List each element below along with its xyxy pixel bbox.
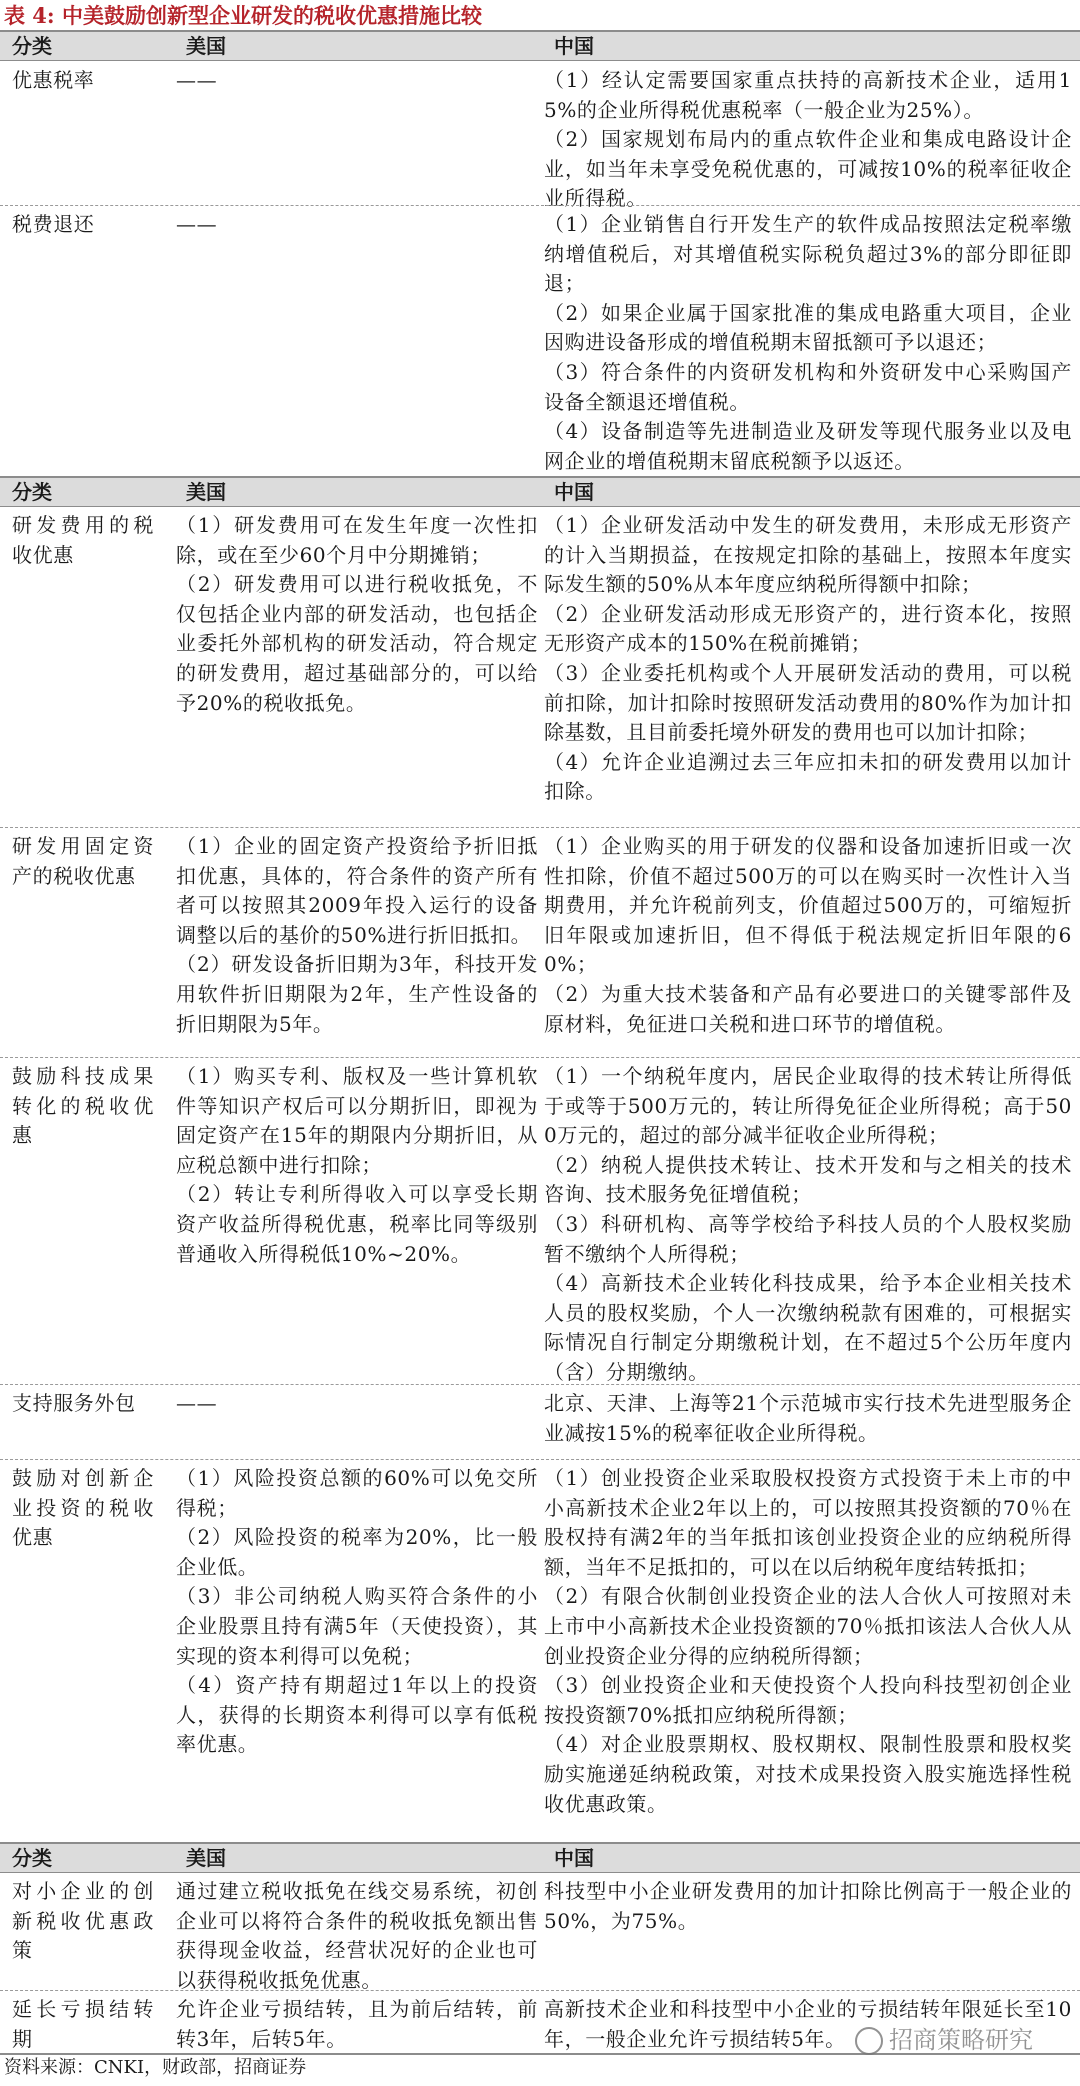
row-china: （1）企业销售自行开发生产的软件成品按照法定税率缴纳增值税后，对其增值税实际税负超过3%的部分即征即退； （2）如果企业属于国家批准的集成电路重大项目，企业因购进设备形成的增值税期末留抵额可予以退还； （3）符合条件的内资研发机构和外资研发中心采购国产设备全额退还增值税。 （4）设备制造等先进制造业及研发等现代服务业以及电网企业的增值税期末留底税额予以返还。 — [544, 212, 1072, 473]
row-usa: （1）研发费用可在发生年度一次性扣除，或在至少60个月中分期摊销； （2）研发费用可以进行税收抵免，不仅包括企业内部的研发活动，也包括企业委托外部机构的研发活动，符合规定的研发费用，超过基础部分的，可以给予20%的税收抵免。 — [176, 513, 538, 715]
row-china: 科技型中小企业研发费用的加计扣除比例高于一般企业的50%，为75%。 — [544, 1879, 1072, 1933]
table-row — [0, 827, 1080, 1054]
row-china: 北京、天津、上海等21个示范城市实行技术先进型服务企业减按15%的税率征收企业所得税。 — [544, 1391, 1072, 1445]
row-usa: —— — [176, 212, 218, 236]
header-china: 中国 — [554, 1846, 594, 1870]
header-china: 中国 — [554, 480, 594, 504]
row-usa: —— — [176, 68, 218, 92]
row-china: （1）一个纳税年度内，居民企业取得的技术转让所得低于或等于500万元的，转让所得免征企业所得税；高于500万元的，超过的部分减半征收企业所得税； （2）纳税人提供技术转让、技术开发和与之相关的技术咨询、技术服务免征增值税； （3）科研机构、高等学校给予科技人员的个人股权奖励暂不缴纳个人所得税； （4）高新技术企业转化科技成果，给予本企业相关技术人员的股权奖励，个人一次缴纳税款有困难的，可根据实际情况自行制定分期缴税计划，在不超过5个公历年度内（含）分期缴纳。 — [544, 1064, 1072, 1384]
header-china: 中国 — [554, 34, 594, 58]
table-row — [0, 1384, 1080, 1457]
row-category: 对小企业的创新税收优惠政策 — [12, 1879, 154, 1963]
row-category: 优惠税率 — [12, 68, 95, 92]
table-header-1 — [0, 30, 1080, 61]
row-category: 支持服务外包 — [12, 1391, 136, 1415]
row-category: 延长亏损结转期 — [12, 1997, 154, 2051]
table-row — [0, 1057, 1080, 1384]
row-usa: 通过建立税收抵免在线交易系统，初创企业可以将符合条件的税收抵免额出售获得现金收益，经营状况好的企业也可以获得税收抵免优惠。 — [176, 1879, 538, 1992]
watermark-text: 招商策略研究 — [889, 2026, 1033, 2054]
table-row — [0, 1459, 1080, 1838]
row-china: （1）企业研发活动中发生的研发费用，未形成无形资产的计入当期损益，在按规定扣除的基础上，按照本年度实际发生额的50%从本年度应纳税所得额中扣除； （2）企业研发活动形成无形资产的，进行资本化，按照无形资产成本的150%在税前摊销； （3）企业委托机构或个人开展研发活动的费用，可以税前扣除，加计扣除时按照研发活动费用的80%作为加计扣除基数，且目前委托境外研发的费用也可以加计扣除； （4）允许企业追溯过去三年应扣未扣的研发费用以加计扣除。 — [544, 513, 1072, 804]
row-category: 鼓励对创新企业投资的税收优惠 — [12, 1466, 154, 1550]
row-china: （1）经认定需要国家重点扶持的高新技术企业，适用15%的企业所得税优惠税率（一般企业为25%）。 （2）国家规划布局内的重点软件企业和集成电路设计企业，如当年未享受免税优惠的，可减按10%的税率征收企业所得税。 — [544, 68, 1072, 211]
row-usa: （1）风险投资总额的60%可以免交所得税； （2）风险投资的税率为20%，比一般企业低。 （3）非公司纳税人购买符合条件的小企业股票且持有满5年（天使投资），其实现的资本利得可以免税； （4）资产持有期超过1年以上的投资人，获得的长期资本利得可以享有低税率优惠。 — [176, 1466, 538, 1757]
table-row — [0, 62, 1080, 211]
row-category: 税费退还 — [12, 212, 95, 236]
header-category: 分类 — [12, 480, 52, 504]
header-category: 分类 — [12, 34, 52, 58]
row-china: （1）企业购买的用于研发的仪器和设备加速折旧或一次性扣除，价值不超过500万的可以在购买时一次性计入当期费用，并允许税前列支，价值超过500万的，可缩短折旧年限或加速折旧，但不得低于税法规定折旧年限的60%； （2）为重大技术装备和产品有必要进口的关键零部件及原材料，免征进口关税和进口环节的增值税。 — [544, 834, 1072, 1036]
table-row — [0, 205, 1080, 473]
table-header-2 — [0, 476, 1080, 507]
table-header-3 — [0, 1842, 1080, 1873]
header-usa: 美国 — [186, 1846, 226, 1870]
header-usa: 美国 — [186, 34, 226, 58]
row-usa: （1）购买专利、版权及一些计算机软件等知识产权后可以分期折旧，即视为固定资产在15年的期限内分期折旧，从应税总额中进行扣除； （2）转让专利所得收入可以享受长期资产收益所得税优惠，税率比同等级别普通收入所得税低10%~20%。 — [176, 1064, 538, 1266]
table-title: 表 4: 中美鼓励创新型企业研发的税收优惠措施比较 — [4, 3, 482, 28]
row-china: （1）创业投资企业采取股权投资方式投资于未上市的中小高新技术企业2年以上的，可以按照其投资额的70％在股权持有满2年的当年抵扣该创业投资企业的应纳税所得额，当年不足抵扣的，可以在以后纳税年度结转抵扣； （2）有限合伙制创业投资企业的法人合伙人可按照对未上市中小高新技术企业投资额的70％抵扣该法人合伙人从创业投资企业分得的应纳税所得额； （3）创业投资企业和天使投资个人投向科技型初创企业按投资额70%抵扣应纳税所得额； （4）对企业股票期权、股权期权、限制性股票和股权奖励实施递延纳税政策，对技术成果投资入股实施选择性税收优惠政策。 — [544, 1466, 1072, 1816]
header-usa: 美国 — [186, 480, 226, 504]
row-usa: （1）企业的固定资产投资给予折旧抵扣优惠，具体的，符合条件的资产所有者可以按照其2009年投入运行的设备调整以后的基价的50%进行折旧抵扣。 （2）研发设备折旧期为3年，科技开发用软件折旧期限为2年，生产性设备的折旧期限为5年。 — [176, 834, 538, 1036]
row-china: 高新技术企业和科技型中小企业的亏损结转年限延长至10年，一般企业允许亏损结转5年。 — [544, 1997, 1072, 2051]
row-usa: —— — [176, 1391, 218, 1415]
row-category: 研发费用的税收优惠 — [12, 513, 154, 567]
watermark — [855, 2020, 1033, 2055]
row-category: 鼓励科技成果转化的税收优惠 — [12, 1064, 154, 1148]
table-row — [0, 1873, 1080, 1992]
wechat-icon — [855, 2027, 883, 2055]
table-row — [0, 507, 1080, 823]
source-note: 资料来源：CNKI，财政部，招商证券 — [4, 2057, 307, 2078]
row-usa: 允许企业亏损结转，且为前后结转，前转3年，后转5年。 — [176, 1997, 538, 2051]
row-category: 研发用固定资产的税收优惠 — [12, 834, 154, 888]
header-category: 分类 — [12, 1846, 52, 1870]
